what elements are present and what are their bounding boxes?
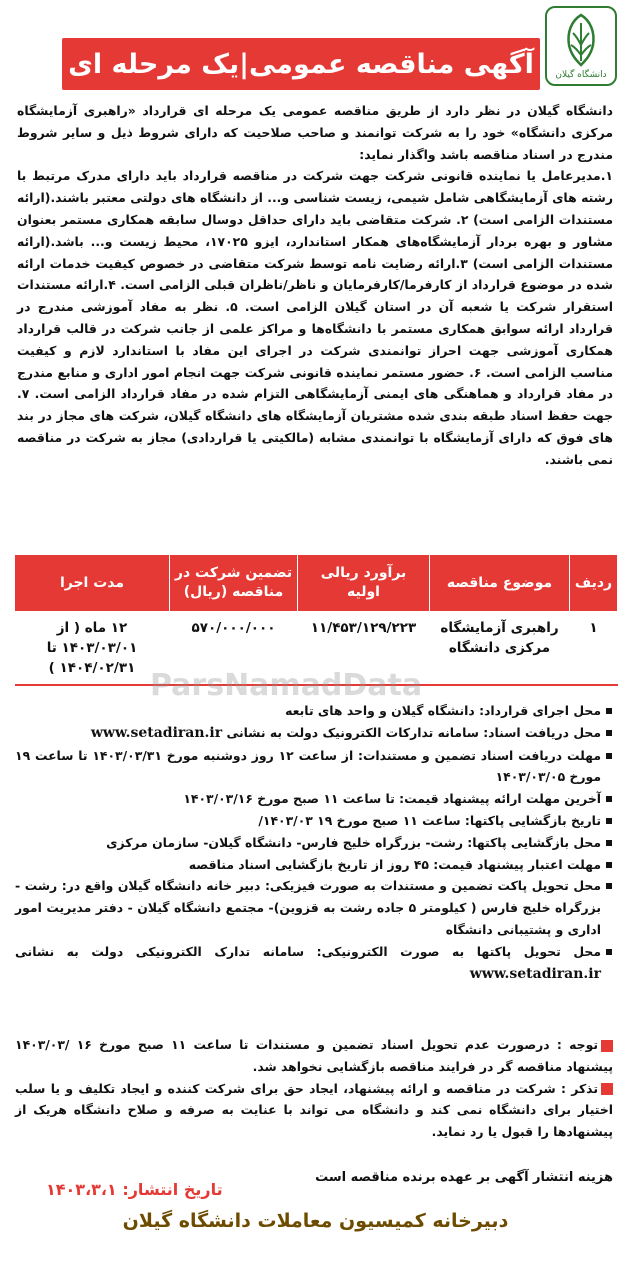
table-header-row [15,555,618,612]
list-item [15,941,613,986]
list-item [15,875,613,940]
header-subject: موضوع مناقصه [430,555,570,612]
publication-cost: هزینه انتشار آگهی بر عهده برنده مناقصه است [315,1170,613,1185]
red-square-icon [601,1040,613,1052]
header [0,0,631,100]
list-item [15,745,613,789]
bid-deadline-text: آخرین مهلت ارائه پیشنهاد قیمت: تا ساعت ۱۱ صبح مورخ ۱۴۰۳/۰۳/۱۶ [183,791,601,807]
list-item [15,810,613,832]
logo-text: دانشگاه گیلان [555,70,607,80]
intro-paragraph: دانشگاه گیلان در نظر دارد از طریق مناقصه عمومی یک مرحله ای قرارداد «راهبری آزمایشگاه مرکزی دانشگاه» خود را به شرکت توانمند و صاحب صلاحیت که دارای شروط ذیل و سایر شروط مندرج در اسناد مناقصه باشد واگذار نماید: [17,103,613,162]
university-logo [545,6,617,86]
list-item [15,722,613,745]
list-item [15,854,613,876]
cell-subject: راهبری آزمایشگاه مرکزی دانشگاه [430,612,570,686]
intro-text [17,100,613,471]
red-square-icon [601,1083,613,1095]
header-estimate: برآورد ریالی اولیه [298,555,430,612]
cell-estimate: ۱۱/۴۵۳/۱۲۹/۲۲۳ [298,612,430,686]
docs-deadline-text: مهلت دریافت اسناد تضمین و مستندات: از ساعت ۱۲ روز دوشنبه مورخ ۱۴۰۳/۰۳/۳۱ تا ساعت ۱۹ مورخ ۱۴۰۳/۰۳/۰۵ [15,747,601,785]
validity-text: مهلت اعتبار پیشنهاد قیمت: ۴۵ روز از تاریخ بازگشایی اسناد مناقصه [188,856,601,872]
electronic-delivery-text: محل تحویل پاکتها به صورت الکترونیکی: سامانه تدارک الکترونیکی دولت به نشانی [15,943,601,959]
notes [15,1034,613,1143]
details-list [15,700,613,985]
conditions-paragraph: ۱.مدیرعامل یا نماینده قانونی شرکت جهت شرکت در مناقصه قرارداد باید دارای مدرک مرتبط با رشته های آزمایشگاهی شامل شیمی، زیست شناسی و... از دانشگاه های دولتی معتبر باشند.(ارائه مستندات الزامی است) ۲. شرکت متقاضی باید دارای حداقل دوسال سابقه همکاری مستمر بعنوان مشاور و بهره بردار آزمایشگاه‌های همکار استاندارد، ایزو ۱۷۰۲۵، محیط زیست و... باشد.(ارائه مستندات الزامی است) ۳.ارائه رضایت نامه توسط شرکت متقاضی در خصوص کیفیت خدمات ارائه شده در موضوع قرارداد از کارفرما/کارفرمایان و ناظر/ناظران قبلی الزامی است. ۴.ارائه مستندات استقرار شرکت یا شعبه آن در استان گیلان الزامی است. ۵. نظر به مفاد آموزشی مندرج در قرارداد ارائه سوابق همکاری مستمر با دانشگاه‌ها و مراکز علمی از جانب شرکت در قالب قرارداد همکاری آموزشی جهت احراز توانمندی شرکت در اجرای این مفاد با استاندارد لازم و کیفیت مناسب الزامی است. ۶. حضور مستمر نماینده قانونی شرکت جهت انجام امور اداری و منابع مندرج در مفاد قرارداد و هماهنگی های ایمنی آزمایشگاهی التزام شده در مفاد قرارداد الزامی است. ۷. جهت حفظ اسناد طبقه بندی شده مشتریان آزمایشگاه های دانشگاه گیلان، شرکت های مجاز در بند های فوق که دارای آزمایشگاه با توانمندی مشابه (مالکیتی یا قراردادی) مجاز به شرکت در مناقصه نمی باشند. [17,168,613,467]
list-item [15,832,613,854]
header-duration: مدت اجرا [15,555,170,612]
docs-place-text: محل دریافت اسناد: سامانه تدارکات الکترونیک دولت به نشانی [226,724,601,740]
note-reminder: تذکر : شرکت در مناقصه و ارائه پیشنهاد، ایجاد حق برای شرکت کننده و ایجاد تکلیف و یا سلب اختیار برای دانشگاه نمی کند و دانشگاه می تواند با عنایت به صرفه و صلاح دانشگاه هریک از پیشنهادها را قبول یا رد نماید. [15,1080,613,1140]
opening-place-text: محل بازگشایی پاکتها: رشت- بزرگراه خلیج فارس- دانشگاه گیلان- سازمان مرکزی [106,834,601,850]
note-attention: توجه : درصورت عدم تحویل اسناد تضمین و مستندات تا ساعت ۱۱ صبح مورخ ۱۶ /۱۴۰۳/۰۳ پیشنهاد مناقصه گر در فرایند مناقصه بازگشایی نخواهد شد. [15,1037,613,1074]
setadiran-link[interactable]: www.setadiran.ir [469,965,601,982]
list-item [15,788,613,810]
header-guarantee: تضمین شرکت در مناقصه (ریال) [170,555,298,612]
list-item [15,700,613,722]
header-row-number: ردیف [570,555,618,612]
cell-duration: ۱۲ ماه ( از ۱۴۰۳/۰۳/۰۱ تا ۱۴۰۴/۰۲/۳۱ ) [15,612,170,686]
notice-title: آگهی مناقصه عمومی|یک مرحله ای [62,38,540,90]
physical-delivery-text: محل تحویل پاکت تضمین و مستندات به صورت فیزیکی: دبیر خانه دانشگاه گیلان واقع در: رشت - بزرگراه خلیج فارس ( کیلومتر ۵ جاده رشت به قزوین)- مجتمع دانشگاه گیلان - دفتر مدیریت امور اداری و پشتیبانی دانشگاه [15,878,601,937]
gilan-university-logo-icon [553,11,609,69]
tender-table [14,554,618,686]
publication-date: تاریخ انتشار: ۱۴۰۳،۳،۱ [46,1180,223,1199]
place-text: محل اجرای قرارداد: دانشگاه گیلان و واحد های تابعه [285,703,601,718]
signature: دبیرخانه کمیسیون معاملات دانشگاه گیلان [122,1210,509,1232]
watermark: ParsNamadData [150,668,423,703]
cell-row-number: ۱ [570,612,618,686]
setadiran-link[interactable]: www.setadiran.ir [90,724,223,741]
cell-guarantee: ۵۷۰/۰۰۰/۰۰۰ [170,612,298,686]
opening-date-text: تاریخ بازگشایی پاکتها: ساعت ۱۱ صبح مورخ ۱۹ ۱۴۰۳/۰۳/ [258,812,601,828]
